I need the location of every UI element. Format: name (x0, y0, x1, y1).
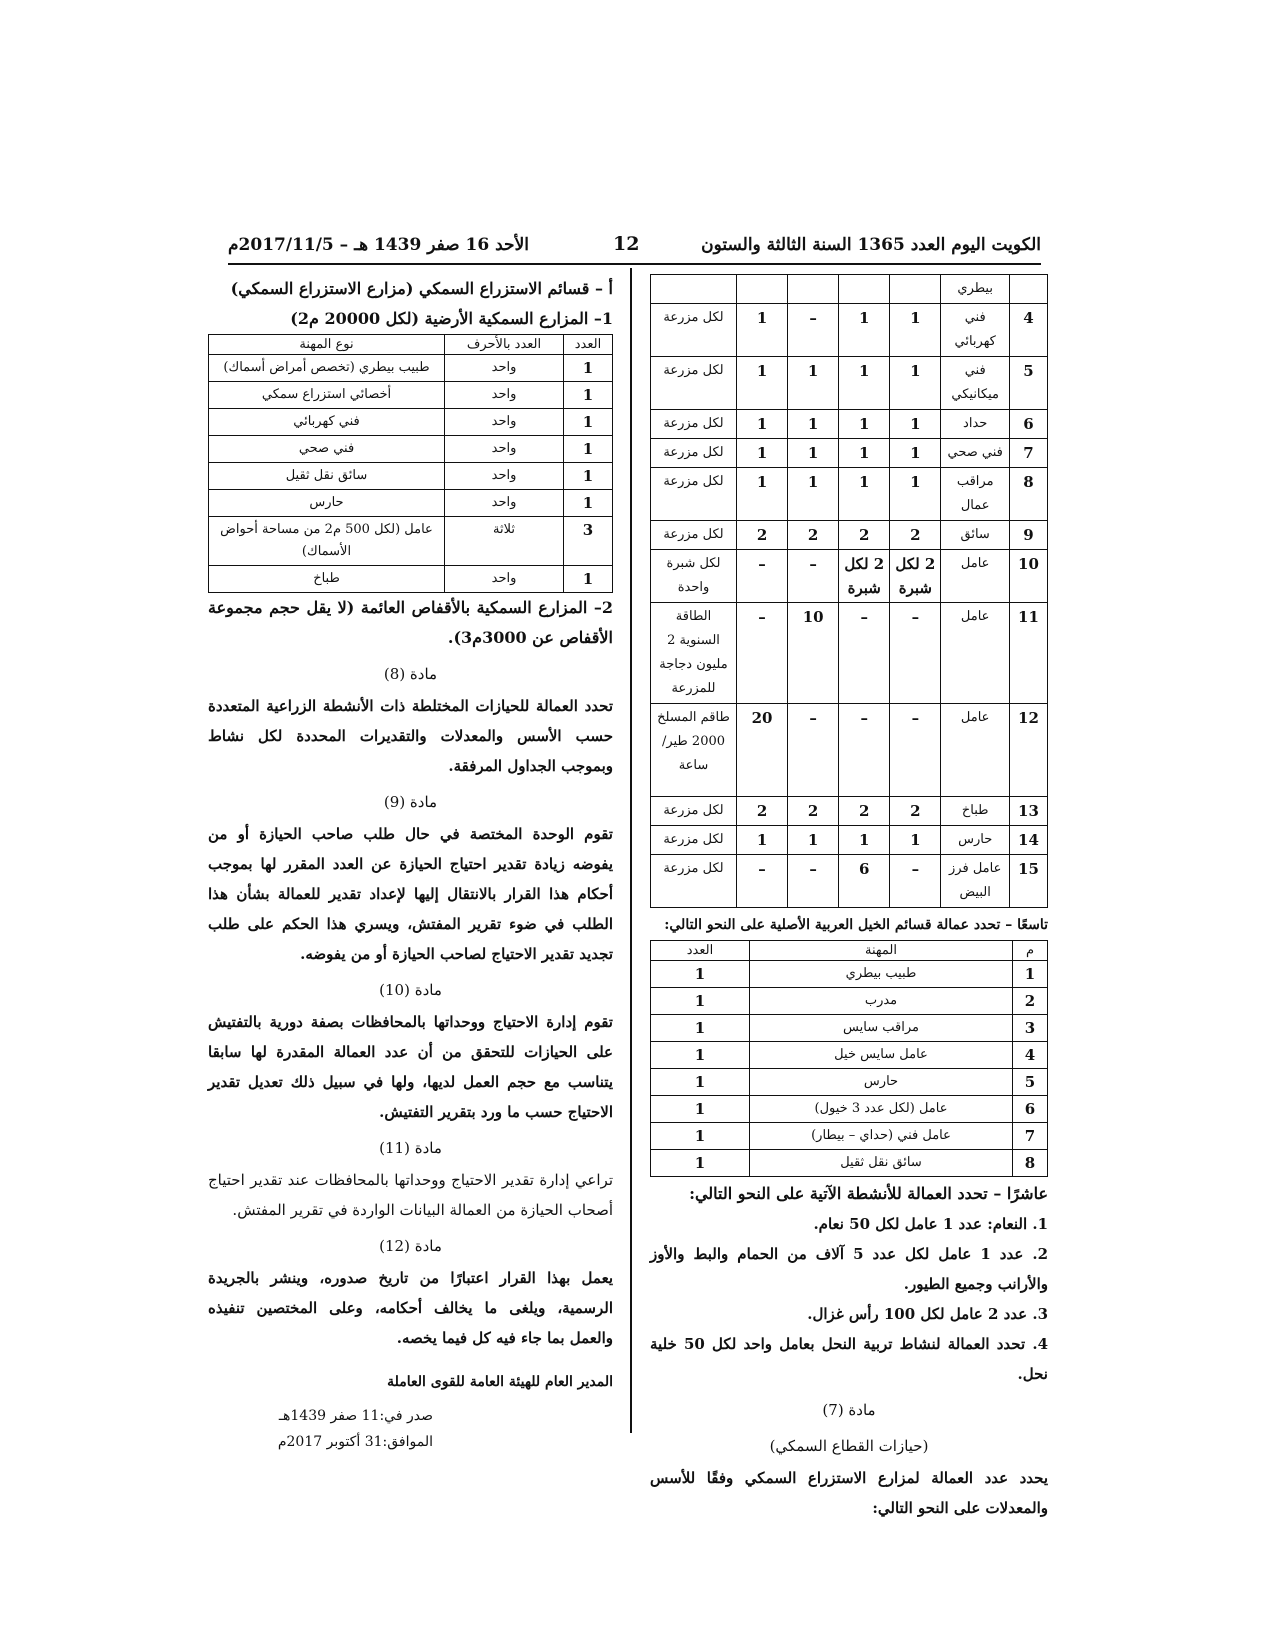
table-row (209, 409, 613, 436)
job-cell: مراقب عمال (941, 468, 1010, 521)
letters-cell: واحد (445, 463, 564, 490)
count-cell: 1 (651, 1069, 750, 1096)
table-row (209, 382, 613, 409)
count-cell: 1 (651, 1015, 750, 1042)
value-cell: – (788, 855, 839, 908)
job-cell: فني كهربائي (209, 409, 445, 436)
value-cell: 1 (788, 826, 839, 855)
value-cell: 2 (736, 521, 787, 550)
value-cell: 1 (839, 468, 890, 521)
table-row (651, 357, 1048, 410)
job-cell: فني صحي (209, 436, 445, 463)
value-cell: – (788, 304, 839, 357)
value-cell: – (839, 704, 890, 797)
letters-cell: ثلاثة (445, 517, 564, 566)
page-header (228, 233, 1041, 265)
note-cell: لكل مزرعة (651, 521, 737, 550)
header-publication: الكويت اليوم العدد 1365 السنة الثالثة والستون (701, 235, 1041, 255)
article-7-text: يحدد عدد العمالة لمزارع الاستزراع السمكي وفقًا للأسس والمعدلات على النحو التالي: (650, 1469, 1048, 1517)
row-number: 15 (1009, 855, 1047, 908)
col-header-letters: العدد بالأحرف (445, 335, 564, 355)
value-cell: 2 لكل شبرة (890, 550, 941, 603)
count-cell: 1 (651, 961, 750, 988)
section-a-heading: أ – قسائم الاستزراع السمكي (مزارع الاستزراع السمكي) (230, 279, 613, 298)
table-row (651, 439, 1048, 468)
job-cell: مدرب (750, 988, 1013, 1015)
value-cell: 1 (890, 357, 941, 410)
note-cell: الطاقة السنوية 2 مليون دجاجة للمزرعة (651, 603, 737, 704)
count-cell: 1 (651, 1042, 750, 1069)
note-cell: لكل مزرعة (651, 357, 737, 410)
value-cell: – (788, 550, 839, 603)
job-cell: فني صحي (941, 439, 1010, 468)
table-row (651, 521, 1048, 550)
row-number: 4 (1013, 1042, 1048, 1069)
value-cell: – (890, 603, 941, 704)
job-cell: مراقب سايس (750, 1015, 1013, 1042)
value-cell: 1 (736, 826, 787, 855)
col-header-count: العدد (564, 335, 613, 355)
issued-date: صدر في:11 صفر 1439هـ (278, 1408, 433, 1424)
table-row (209, 436, 613, 463)
value-cell: 1 (788, 357, 839, 410)
job-cell: حداد (941, 410, 1010, 439)
value-cell: – (890, 855, 941, 908)
value-cell: 1 (736, 468, 787, 521)
note-cell: طاقم المسلخ 2000 طير/ ساعة (651, 704, 737, 797)
value-cell: 1 (890, 468, 941, 521)
table-row (651, 826, 1048, 855)
table-row (651, 855, 1048, 908)
row-number: 9 (1009, 521, 1047, 550)
value-cell: 1 (839, 304, 890, 357)
table-row (651, 304, 1048, 357)
value-cell: 6 (839, 855, 890, 908)
table-header-row (209, 335, 613, 355)
count-cell: 1 (564, 566, 613, 593)
table-row (651, 1123, 1048, 1150)
table-row (651, 988, 1048, 1015)
table-row (651, 1042, 1048, 1069)
count-cell: 1 (564, 382, 613, 409)
letters-cell: واحد (445, 566, 564, 593)
value-cell: 1 (736, 410, 787, 439)
table-row (651, 1150, 1048, 1177)
list-item: 1. النعام: عدد 1 عامل لكل 50 نعام. (813, 1215, 1048, 1233)
table-row (209, 566, 613, 593)
header-date: الأحد 16 صفر 1439 هـ – 2017/11/5م (228, 235, 529, 255)
corresponding-date: الموافق:31 أكتوبر 2017م (277, 1434, 433, 1450)
table-row (651, 961, 1048, 988)
value-cell: – (736, 855, 787, 908)
note-cell: لكل مزرعة (651, 410, 737, 439)
horse-labor-table (650, 940, 1048, 1177)
note-cell: لكل مزرعة (651, 826, 737, 855)
row-number: 13 (1009, 797, 1047, 826)
value-cell: – (736, 550, 787, 603)
article-12-text: يعمل بهذا القرار اعتبارًا من تاريخ صدوره، وينشر بالجريدة الرسمية، ويلغى ما يخالف أحكامه، وعلى المختصين تنفيذه والعمل بما جاء فيه كل فيما يخصه. (208, 1269, 613, 1347)
row-number: 7 (1013, 1123, 1048, 1150)
table-row (651, 275, 1048, 304)
value-cell: – (788, 704, 839, 797)
table-cell: بيطري (941, 275, 1010, 304)
row-number: 4 (1009, 304, 1047, 357)
col-header-job: المهنة (750, 941, 1013, 961)
table-row (209, 490, 613, 517)
value-cell: 1 (788, 410, 839, 439)
count-cell: 1 (564, 490, 613, 517)
note-cell: لكل مزرعة (651, 439, 737, 468)
section-tenth: عاشرًا – تحدد العمالة للأنشطة الآتية على النحو التالي: (689, 1184, 1048, 1203)
col-header-count: العدد (651, 941, 750, 961)
job-cell: عامل فرز البيض (941, 855, 1010, 908)
left-column (208, 274, 613, 1455)
article-9-title: مادة (9) (383, 793, 438, 811)
value-cell: 1 (788, 468, 839, 521)
value-cell: 1 (736, 439, 787, 468)
value-cell: 2 (788, 797, 839, 826)
value-cell: 2 (839, 521, 890, 550)
value-cell: 1 (736, 304, 787, 357)
row-number: 12 (1009, 704, 1047, 797)
job-cell: حارس (209, 490, 445, 517)
value-cell: 1 (890, 826, 941, 855)
value-cell: 1 (839, 357, 890, 410)
value-cell: 1 (788, 439, 839, 468)
value-cell: 10 (788, 603, 839, 704)
job-cell: عامل فني (حداي – بيطار) (750, 1123, 1013, 1150)
job-cell: سائق نقل ثقيل (209, 463, 445, 490)
row-number: 8 (1009, 468, 1047, 521)
table-row (651, 603, 1048, 704)
signature: المدير العام للهيئة العامة للقوى العاملة (387, 1374, 613, 1390)
row-number: 11 (1009, 603, 1047, 704)
job-cell: عامل (941, 603, 1010, 704)
job-cell: طبيب بيطري (750, 961, 1013, 988)
count-cell: 1 (651, 988, 750, 1015)
job-cell: طباخ (209, 566, 445, 593)
table-header-row (651, 941, 1048, 961)
article-7-title: مادة (7) (822, 1401, 876, 1419)
row-number: 2 (1013, 988, 1048, 1015)
value-cell: – (890, 704, 941, 797)
table-row (209, 463, 613, 490)
count-cell: 1 (564, 436, 613, 463)
row-number: 3 (1013, 1015, 1048, 1042)
col-header-job: نوع المهنة (209, 335, 445, 355)
row-number: 6 (1009, 410, 1047, 439)
table-row (651, 704, 1048, 797)
row-number: 5 (1013, 1069, 1048, 1096)
table-row (651, 797, 1048, 826)
table-row (651, 1069, 1048, 1096)
col-header-m: م (1013, 941, 1048, 961)
job-cell: عامل (لكل 500 م2 من مساحة أحواض الأسماك) (209, 517, 445, 566)
article-9-text: تقوم الوحدة المختصة في حال طلب صاحب الحيازة أو من يفوضه زيادة تقدير احتياج الحيازة عن العدد المقرر لها بموجب أحكام هذا القرار بالانتقال إليها لإعداد تقدير للعمالة بشأن هذا الطلب في ضوء تقرير المفتش، ويسري هذا الحكم على طلب تجديد تقدير الاحتياج لصاحب الحيازة أو من يفوضه. (208, 825, 613, 963)
article-11-text: تراعي إدارة تقدير الاحتياج ووحداتها بالمحافظات عند تقدير احتياج أصحاب الحيازة من العمالة البيانات الواردة في تقرير المفتش. (208, 1171, 613, 1219)
article-10-title: مادة (10) (379, 981, 442, 999)
value-cell: – (736, 603, 787, 704)
value-cell: 1 (890, 410, 941, 439)
activities-list (650, 1209, 1048, 1389)
table-row (651, 1096, 1048, 1123)
note-cell: لكل شبرة واحدة (651, 550, 737, 603)
article-12-title: مادة (12) (379, 1237, 442, 1255)
job-cell: فني كهربائي (941, 304, 1010, 357)
count-cell: 1 (564, 409, 613, 436)
job-cell: طباخ (941, 797, 1010, 826)
value-cell: 2 (736, 797, 787, 826)
job-cell: أخصائي استزراع سمكي (209, 382, 445, 409)
job-cell: عامل (941, 704, 1010, 797)
count-cell: 1 (564, 463, 613, 490)
note-cell: لكل مزرعة (651, 468, 737, 521)
row-number: 14 (1009, 826, 1047, 855)
letters-cell: واحد (445, 409, 564, 436)
section-2-heading: 2– المزارع السمكية بالأقفاص العائمة (لا يقل حجم مجموعة الأقفاص عن 3000م3). (208, 598, 613, 647)
article-8-title: مادة (8) (383, 665, 438, 683)
value-cell: 1 (839, 826, 890, 855)
list-item: 4. تحدد العمالة لنشاط تربية النحل بعامل واحد لكل 50 خلية نحل. (650, 1335, 1049, 1383)
section-ninth: تاسعًا – تحدد عمالة قسائم الخيل العربية الأصلية على النحو التالي: (664, 917, 1048, 933)
count-cell: 1 (651, 1096, 750, 1123)
value-cell: 20 (736, 704, 787, 797)
letters-cell: واحد (445, 490, 564, 517)
value-cell: 1 (839, 410, 890, 439)
fish-farm-table (208, 334, 613, 593)
job-cell: عامل (لكل عدد 3 خيول) (750, 1096, 1013, 1123)
note-cell: لكل مزرعة (651, 304, 737, 357)
count-cell: 1 (651, 1150, 750, 1177)
article-7-subtitle: (حيازات القطاع السمكي) (769, 1437, 929, 1455)
job-cell: عامل (941, 550, 1010, 603)
right-column (650, 274, 1048, 1523)
count-cell: 3 (564, 517, 613, 566)
count-cell: 1 (651, 1123, 750, 1150)
value-cell: 1 (736, 357, 787, 410)
job-cell: حارس (941, 826, 1010, 855)
job-cell: سائق (941, 521, 1010, 550)
job-cell: عامل سايس خيل (750, 1042, 1013, 1069)
row-number: 5 (1009, 357, 1047, 410)
row-number: 8 (1013, 1150, 1048, 1177)
job-cell: حارس (750, 1069, 1013, 1096)
row-number: 10 (1009, 550, 1047, 603)
section-1-heading: 1– المزارع السمكية الأرضية (لكل 20000 م2) (290, 309, 613, 328)
note-cell: لكل مزرعة (651, 797, 737, 826)
value-cell: 2 (839, 797, 890, 826)
row-number: 1 (1013, 961, 1048, 988)
value-cell: 2 لكل شبرة (839, 550, 890, 603)
value-cell: – (839, 603, 890, 704)
job-cell: فني ميكانيكي (941, 357, 1010, 410)
table-row (651, 550, 1048, 603)
job-cell: طبيب بيطري (تخصص أمراض أسماك) (209, 355, 445, 382)
job-cell: سائق نقل ثقيل (750, 1150, 1013, 1177)
value-cell: 2 (890, 797, 941, 826)
list-item: 2. عدد 1 عامل لكل عدد 5 آلاف من الحمام والبط والأوز والأرانب وجميع الطيور. (650, 1245, 1048, 1293)
value-cell: 1 (890, 304, 941, 357)
table-row (651, 410, 1048, 439)
column-divider (630, 268, 632, 1433)
count-cell: 1 (564, 355, 613, 382)
letters-cell: واحد (445, 382, 564, 409)
letters-cell: واحد (445, 436, 564, 463)
page-number: 12 (613, 233, 640, 255)
row-number: 6 (1013, 1096, 1048, 1123)
table-row (209, 355, 613, 382)
article-8-text: تحدد العمالة للحيازات المختلطة ذات الأنشطة الزراعية المتعددة حسب الأسس والمعدلات والتقديرات المحددة لكل نشاط وبموجب الجداول المرفقة. (208, 697, 613, 775)
value-cell: 1 (839, 439, 890, 468)
value-cell: 1 (890, 439, 941, 468)
letters-cell: واحد (445, 355, 564, 382)
note-cell: لكل مزرعة (651, 855, 737, 908)
table-row (651, 1015, 1048, 1042)
row-number: 7 (1009, 439, 1047, 468)
table-row (651, 468, 1048, 521)
value-cell: 2 (890, 521, 941, 550)
article-11-title: مادة (11) (379, 1139, 442, 1157)
table-row (209, 517, 613, 566)
list-item: 3. عدد 2 عامل لكل 100 رأس غزال. (807, 1305, 1048, 1323)
poultry-labor-table (650, 274, 1048, 908)
article-10-text: تقوم إدارة الاحتياج ووحداتها بالمحافظات بصفة دورية بالتفتيش على الحيازات للتحقق من أن عدد العمالة المقدرة لها سابقا يتناسب مع حجم العمل لديها، ولها في سبيل ذلك تعديل تقدير الاحتياج حسب ما ورد بتقرير التفتيش. (208, 1013, 613, 1121)
value-cell: 2 (788, 521, 839, 550)
